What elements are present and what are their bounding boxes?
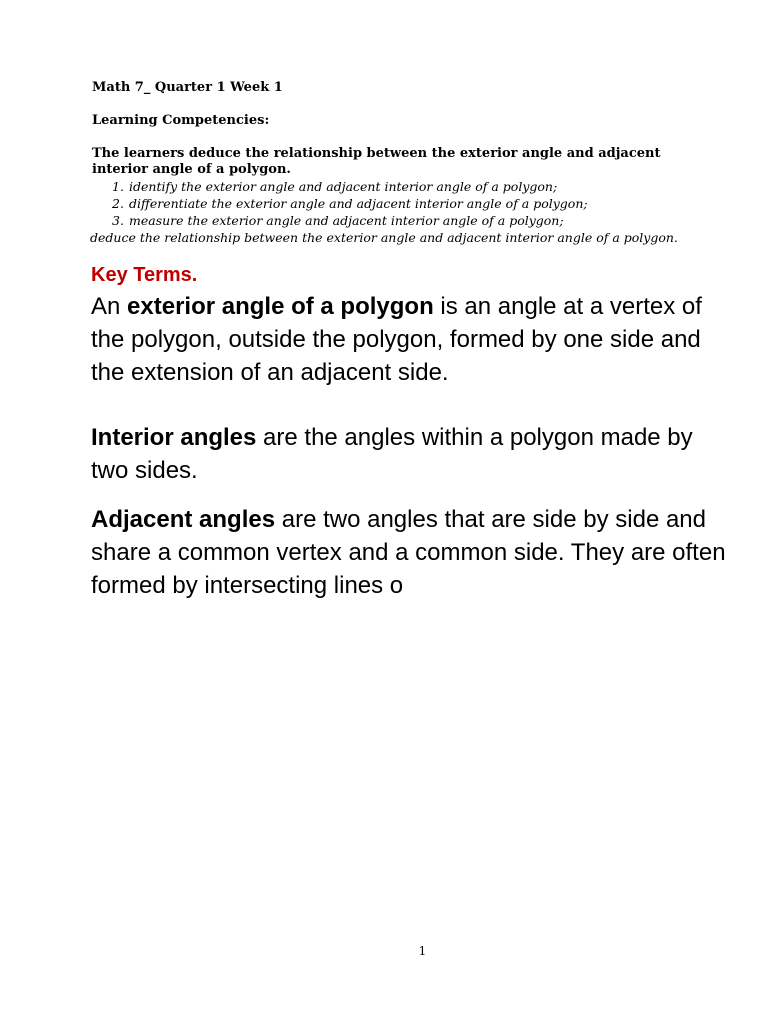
competencies-heading: Learning Competencies: <box>92 113 270 128</box>
competency-item <box>92 178 588 195</box>
competency-item <box>92 212 588 229</box>
competency-final: deduce the relationship between the exterior angle and adjacent interior angle of a polygon. <box>90 230 678 245</box>
page-number: 1 <box>418 944 427 958</box>
exterior-angle-definition <box>91 290 731 389</box>
definition-text: is an angle at a vertex of the polygon, outside the polygon, formed by one side and the extension of an adjacent side. <box>91 293 702 386</box>
definition-text: are the angles within a polygon made by two sides. <box>91 424 693 484</box>
competency-list <box>92 178 588 229</box>
definition-prefix: An <box>91 293 128 320</box>
definition-term: Interior angles <box>91 424 257 451</box>
competency-item <box>92 195 588 212</box>
learning-objective: The learners deduce the relationship between the exterior angle and adjacent interior angle of a polygon. <box>92 146 661 177</box>
definition-term: Adjacent angles <box>91 506 276 533</box>
competency-text: differentiate the exterior angle and adjacent interior angle of a polygon; <box>129 196 588 211</box>
adjacent-angles-definition <box>91 503 731 602</box>
competency-text: identify the exterior angle and adjacent interior angle of a polygon; <box>129 179 558 194</box>
definition-text: are two angles that are side by side and share a common vertex and a common side. They are often formed by intersecting lines o <box>91 506 726 599</box>
definition-term: exterior angle of a polygon <box>127 293 434 320</box>
competency-number: 3. <box>112 213 124 228</box>
course-title: Math 7_ Quarter 1 Week 1 <box>92 80 283 95</box>
key-terms-heading: Key Terms. <box>91 264 198 286</box>
competency-number: 2. <box>112 196 124 211</box>
competency-text: measure the exterior angle and adjacent interior angle of a polygon; <box>129 213 564 228</box>
competency-number: 1. <box>112 179 124 194</box>
interior-angles-definition <box>91 421 731 487</box>
